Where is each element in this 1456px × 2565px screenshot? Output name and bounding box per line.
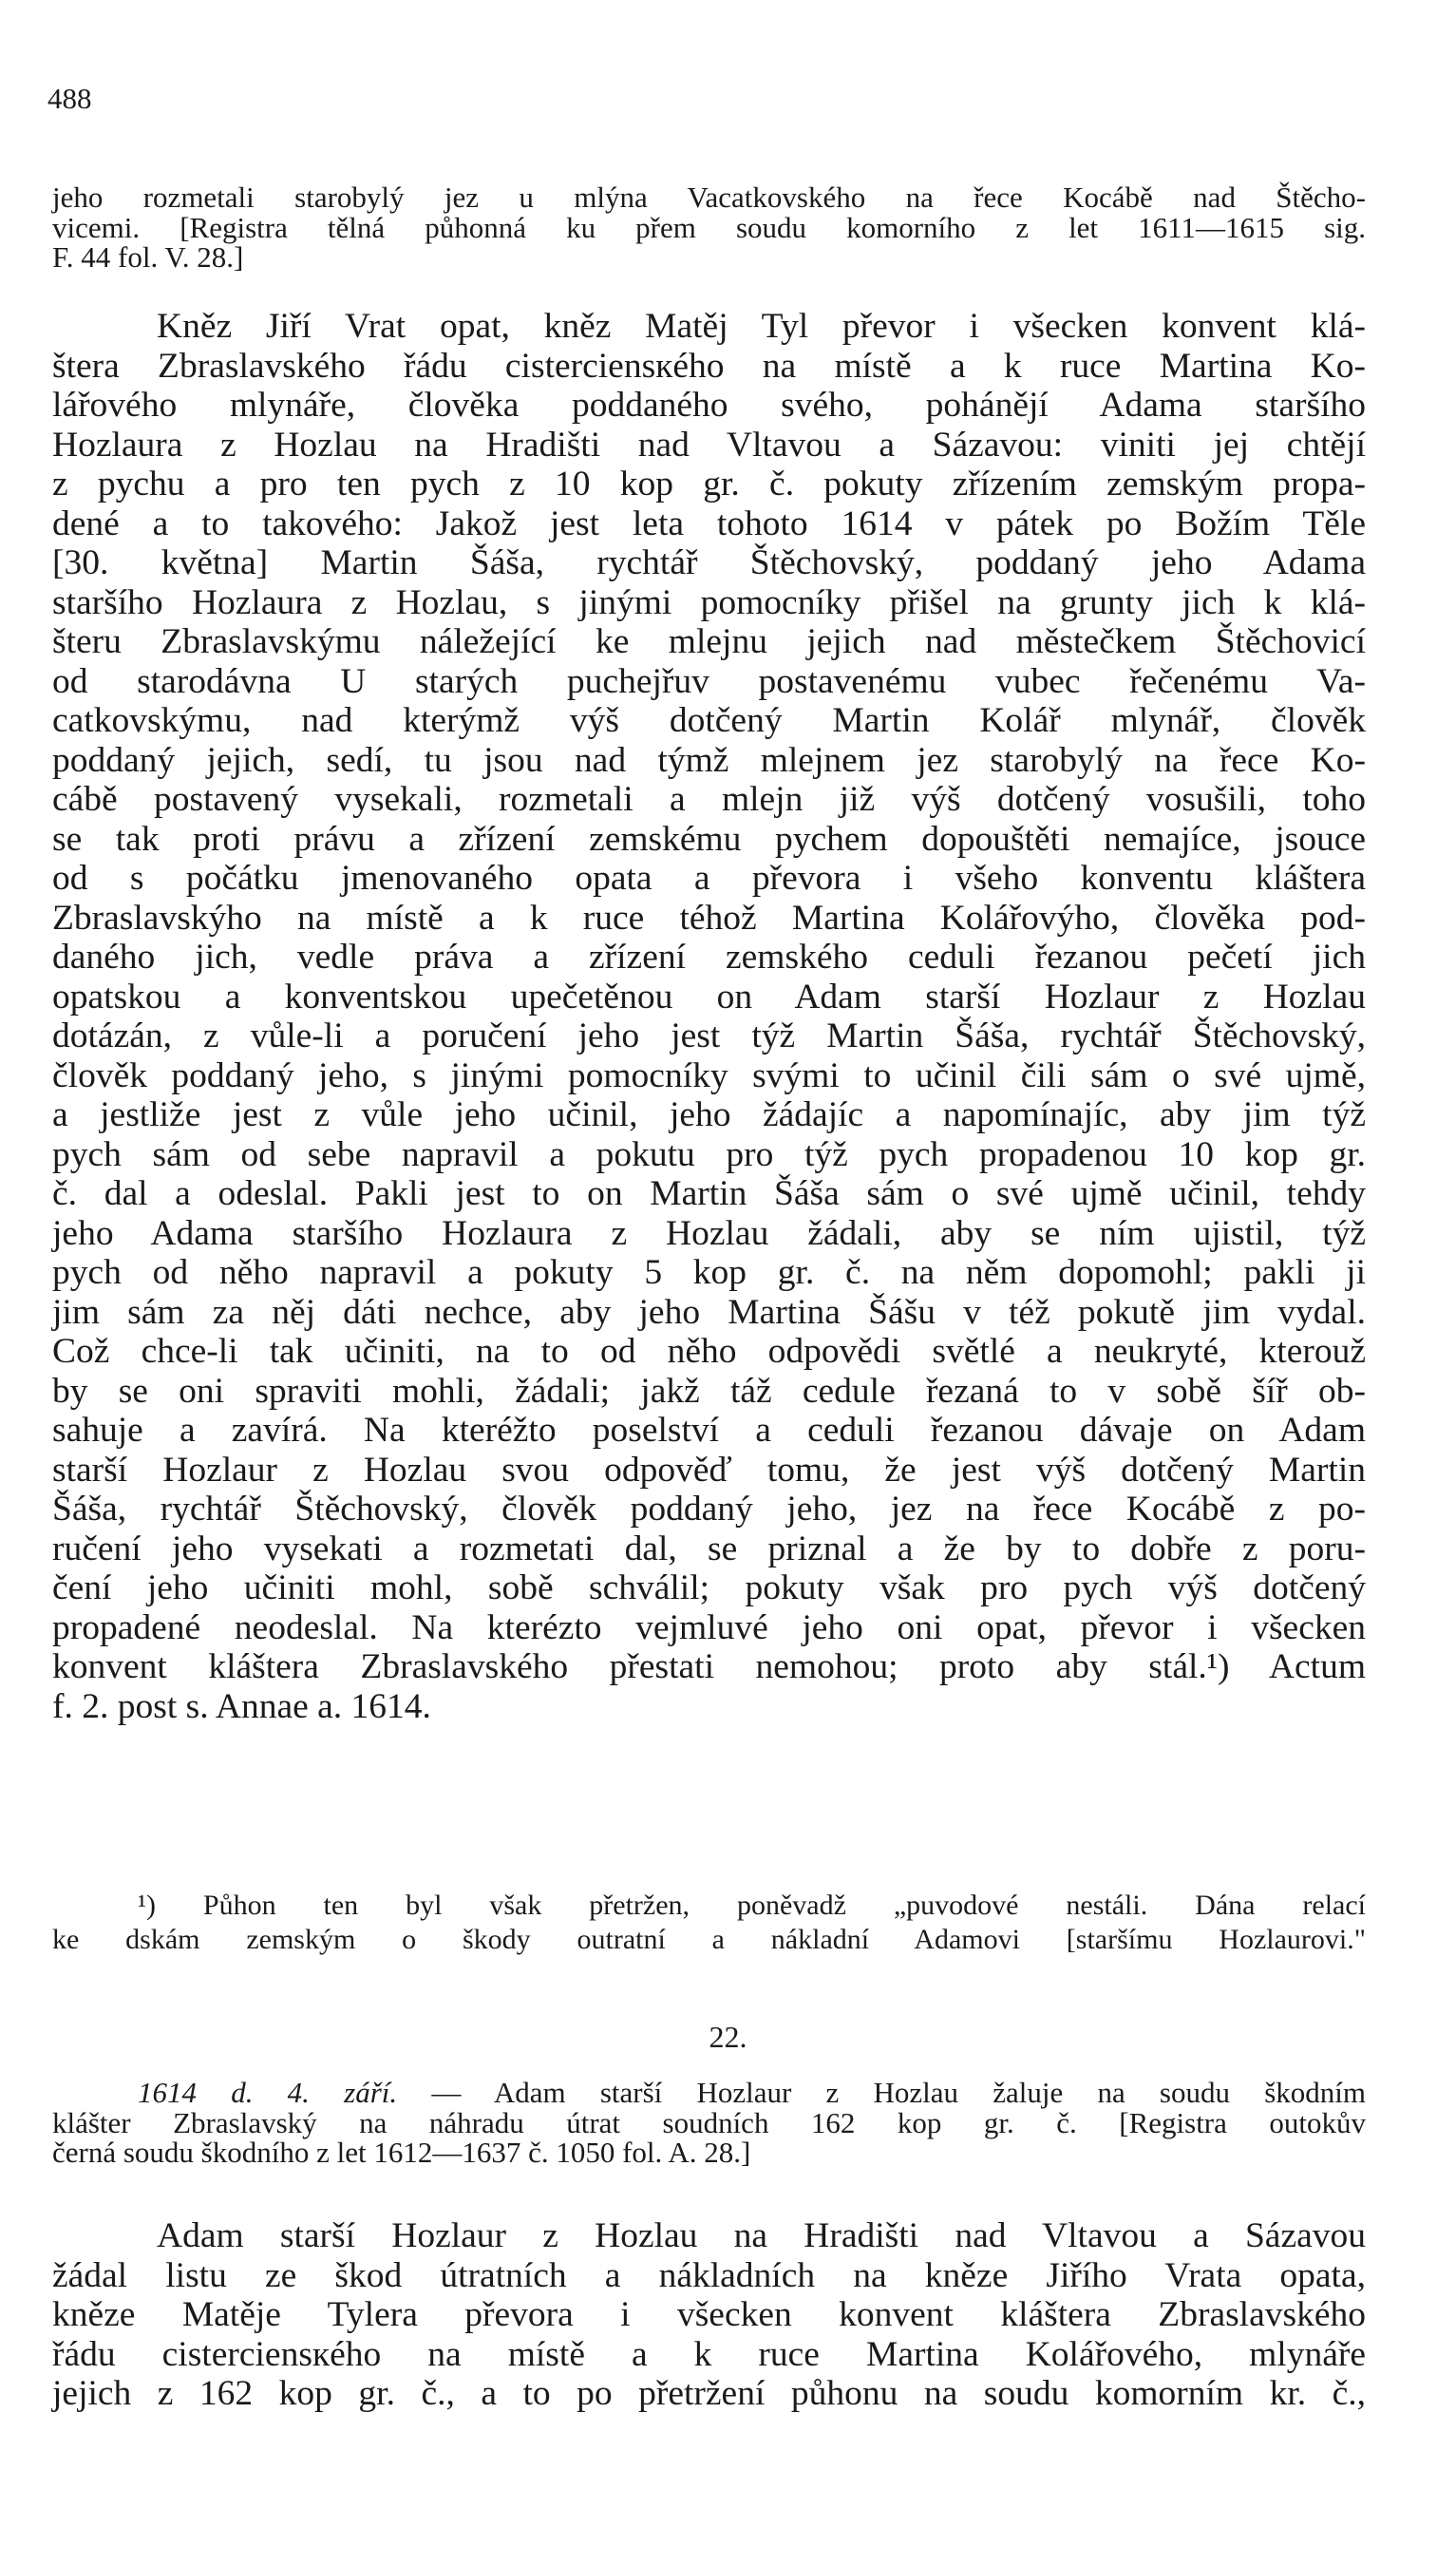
text-line: jeho rozmetali starobylý jez u mlýna Vacatkovského na řece Kocábě nad Štěcho- [52,180,1366,214]
regest-line: černá soudu škodního z let 1612—1637 č. 1050 fol. A. 28.] [52,2136,751,2169]
text-line: vicemi. [Registra tělná půhonná ku přem soudu komorního z let 1611—1615 sig. [52,210,1366,244]
text-line: staršího Hozlaura z Hozlau, s jinými pomocníky přišel na grunty jich k klá- [52,582,1366,622]
document-number: 22. [709,2020,747,2054]
text-line: dené a to takového: Jakož jest leta tohoto 1614 v pátek po Božím Těle [52,504,1366,543]
text-line: Což chce-li tak učiniti, na to od něho odpovědi světlé a neukryté, kterouž [52,1332,1366,1371]
text-line: konvent kláštera Zbraslavského přestati nemohou; proto aby stál.¹) Actum [52,1647,1366,1686]
document-regest [52,2078,1366,2168]
text-line: daného jich, vedle práva a zřízení zemského ceduli řezanou pečetí jich [52,938,1366,977]
text-line: Hozlaura z Hozlau na Hradišti nad Vltavou a Sázavou: viniti jej chtějí [52,425,1366,465]
text-line: čení jeho učiniti mohl, sobě schválil; pokuty však pro pych výš dotčený [52,1568,1366,1607]
regest-line: klášter Zbraslavský na náhradu útrat soudních 162 kop gr. č. [Registra outokův [52,2105,1366,2139]
text-line: jim sám za něj dáti nechce, aby jeho Martina Šášu v též pokutě jim vydal. [52,1292,1366,1332]
text-line: lářového mlynáře, člověka poddaného svého, pohánějí Adama staršího [52,386,1366,425]
text-line: propadené neodeslal. Na kterézto vejmluvé jeho oni opat, převor i všecken [52,1607,1366,1647]
text-line: starší Hozlaur z Hozlau svou odpověď tomu, že jest výš dotčený Martin [52,1450,1366,1490]
footnote-line: ke dskám zemským o škody outratní a nákladní Adamovi [staršímu Hozlaurovi." [52,1924,1366,1955]
text-line: řádu cisterciensкého na místě a k ruce Martina Kolářového, mlynáře [52,2334,1366,2374]
text-line: f. 2. post s. Annae a. 1614. [52,1686,431,1726]
text-line: jejich z 162 kop gr. č., a to po přetržení půhonu na soudu komorním kr. č., [52,2374,1366,2413]
text-line: člověk poddaný jeho, s jinými pomocníky svými to učinil čili sám o své ujmě, [52,1055,1366,1095]
document-text-21 [52,307,1366,1726]
text-line: Kněz Jiří Vrat opat, kněz Matěj Tyl převor i všecken konvent klá- [157,307,1366,346]
text-line: od starodávna U starých puchejřuv postavenému vubec řečenému Va- [52,661,1366,701]
text-line: jeho Adama staršího Hozlaura z Hozlau žádali, aby se ním ujistil, týž [52,1213,1366,1253]
text-line: cábě postavený vysekali, rozmetali a mlejn již výš dotčený vosušili, toho [52,780,1366,819]
text-line: Zbraslavskýho na místě a k ruce téhož Martina Kolářovýho, člověka pod- [52,898,1366,938]
text-line: F. 44 fol. V. 28.] [52,240,244,274]
text-line: kněze Matěje Tylera převora i všecken konvent kláštera Zbraslavského [52,2295,1366,2334]
text-line: Šáša, rychtář Štěchovský, člověk poddaný jeho, jez na řece Kocábě z po- [52,1490,1366,1529]
text-line: od s počátku jmenovaného opata a převora i všeho konventu kláštera [52,859,1366,898]
text-line: se tak proti právu a zřízení zemskému pychem dopouštěti nemajíce, jsouce [52,819,1366,859]
text-line: ručení jeho vysekati a rozmetati dal, se priznal a že by to dobře z poru- [52,1529,1366,1568]
text-line: [30. května] Martin Šáša, rychtář Štěchovský, poddaný jeho Adama [52,543,1366,582]
text-line: štera Zbraslavského řádu cisterciensкého na místě a k ruce Martina Ko- [52,346,1366,386]
text-line: č. dal a odeslal. Pakli jest to on Martin Šáša sám o své ujmě učinil, tehdy [52,1174,1366,1213]
footnote-line: ¹) Půhon ten byl však přetržen, poněvadž „puvodové nestáli. Dána relací [138,1890,1366,1921]
regest-line: 1614 d. 4. září. — Adam starší Hozlaur z Hozlau žaluje na soudu škodním [138,2076,1366,2109]
text-line: Adam starší Hozlaur z Hozlau na Hradišti nad Vltavou a Sázavou [157,2216,1366,2255]
text-line: poddaný jejich, sedí, tu jsou nad týmž mlejnem jez starobylý na řece Ko- [52,740,1366,780]
text-line: catkovskýmu, nad kterýmž výš dotčený Martin Kolář mlynář, člověk [52,701,1366,740]
source-citation-continued [52,182,1366,273]
text-line: by se oni spraviti mohli, žádali; jakž táž cedule řezaná to v sobě šíř ob- [52,1371,1366,1411]
text-line: a jestliže jest z vůle jeho učinil, jeho žádajíc a napomínajíc, aby jim týž [52,1095,1366,1134]
text-line: pych od něho napravil a pokuty 5 kop gr. č. na něm dopomohl; pakli ji [52,1253,1366,1292]
text-line: opatskou a konventskou upečetěnou on Adam starší Hozlaur z Hozlau [52,977,1366,1016]
text-line: dotázán, z vůle-li a poručení jeho jest týž Martin Šáša, rychtář Štěchovský, [52,1016,1366,1055]
text-line: žádal listu ze škod útratních a nákladních na kněze Jiřího Vrata opata, [52,2255,1366,2295]
page-number: 488 [47,82,92,115]
footnote [52,1889,1366,1957]
text-line: šteru Zbraslavskýmu náležející ke mlejnu jejich nad městečkem Štěchovicí [52,622,1366,661]
text-line: sahuje a zavírá. Na kteréžto poselství a ceduli řezanou dávaje on Adam [52,1411,1366,1450]
text-line: pych sám od sebe napravil a pokutu pro týž pych propadenou 10 kop gr. [52,1134,1366,1174]
text-line: z pychu a pro ten pych z 10 kop gr. č. pokuty zřízením zemským propa- [52,465,1366,504]
document-text-22 [52,2216,1366,2414]
